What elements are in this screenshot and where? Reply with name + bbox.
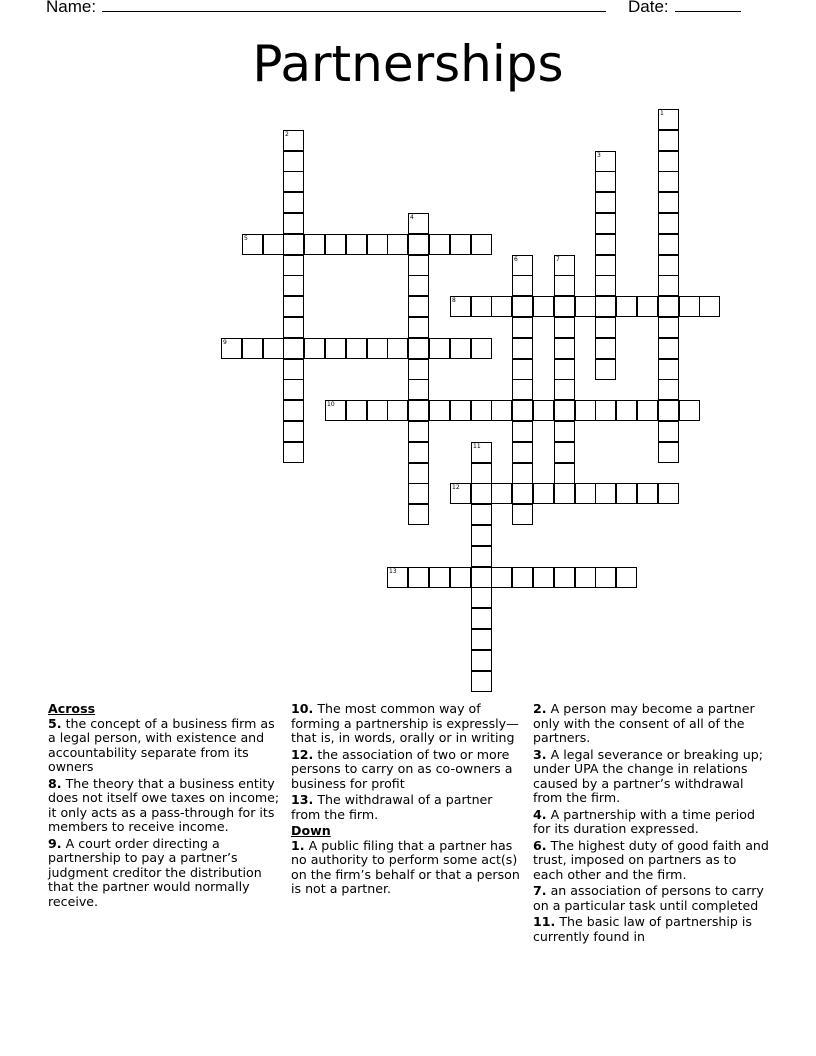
- grid-cell[interactable]: [242, 338, 263, 359]
- clue-down-11: [533, 915, 769, 944]
- grid-cell[interactable]: [283, 359, 304, 380]
- clue-across-5: [48, 717, 280, 775]
- grid-cell[interactable]: [263, 234, 284, 255]
- clue-down-4: [533, 808, 769, 837]
- clue-number-label: 3: [597, 152, 601, 159]
- grid-cell[interactable]: [346, 400, 367, 421]
- grid-cell[interactable]: [554, 400, 575, 421]
- grid-cell[interactable]: [512, 483, 533, 504]
- grid-cell[interactable]: [367, 400, 388, 421]
- clue-across-10: [291, 702, 523, 746]
- grid-cell[interactable]: [325, 234, 346, 255]
- grid-cell[interactable]: [283, 234, 304, 255]
- grid-cell[interactable]: [471, 463, 492, 484]
- name-label: Name:: [46, 0, 97, 16]
- grid-cell[interactable]: [554, 442, 575, 463]
- grid-cell[interactable]: [283, 338, 304, 359]
- clue-across-12: [291, 748, 523, 792]
- grid-cell[interactable]: [283, 192, 304, 213]
- grid-cell[interactable]: [450, 567, 471, 588]
- clue-number: 3.: [533, 746, 547, 762]
- grid-cell[interactable]: [554, 296, 575, 317]
- grid-cell[interactable]: [533, 400, 554, 421]
- grid-cell[interactable]: [283, 151, 304, 172]
- grid-cell[interactable]: [471, 483, 492, 504]
- grid-cell[interactable]: [471, 608, 492, 629]
- grid-cell[interactable]: [367, 338, 388, 359]
- grid-cell[interactable]: [471, 546, 492, 567]
- grid-cell[interactable]: [512, 338, 533, 359]
- clue-text: The highest duty of good faith and trust, imposed on partners as to each other and the firm.: [533, 837, 769, 882]
- grid-cell[interactable]: [283, 442, 304, 463]
- grid-cell[interactable]: [637, 296, 658, 317]
- grid-cell[interactable]: [471, 234, 492, 255]
- grid-cell[interactable]: [595, 275, 616, 296]
- grid-cell[interactable]: [283, 213, 304, 234]
- grid-cell[interactable]: [595, 400, 616, 421]
- grid-cell[interactable]: [471, 504, 492, 525]
- clue-down-6: [533, 839, 769, 883]
- grid-cell[interactable]: [471, 400, 492, 421]
- clue-down-2: [533, 702, 769, 746]
- clue-number-label: 10: [327, 401, 335, 408]
- grid-cell[interactable]: [471, 587, 492, 608]
- grid-cell[interactable]: [512, 296, 533, 317]
- clue-number: 5.: [48, 715, 62, 731]
- grid-cell[interactable]: [367, 234, 388, 255]
- grid-cell[interactable]: [387, 400, 408, 421]
- grid-cell[interactable]: [554, 359, 575, 380]
- grid-cell[interactable]: [387, 234, 408, 255]
- grid-cell[interactable]: [408, 567, 429, 588]
- grid-cell[interactable]: [283, 296, 304, 317]
- grid-cell[interactable]: [658, 442, 679, 463]
- down-heading: Down: [291, 823, 331, 838]
- clue-number-label: 6: [514, 256, 518, 263]
- clue-number: 11.: [533, 914, 556, 929]
- clue-number-label: 5: [244, 235, 248, 242]
- clue-number-label: 4: [410, 214, 414, 221]
- clue-text: The theory that a business entity does not itself owe taxes on income; it only acts as a pass-through for its members to receive income.: [48, 775, 280, 834]
- clue-number: 6.: [533, 837, 547, 853]
- grid-cell[interactable]: [658, 171, 679, 192]
- grid-cell[interactable]: [429, 234, 450, 255]
- grid-cell[interactable]: [304, 338, 325, 359]
- grid-cell[interactable]: [595, 483, 616, 504]
- clue-text: The withdrawal of a partner from the firm.: [291, 792, 493, 822]
- grid-cell[interactable]: [595, 359, 616, 380]
- clue-text: A legal severance or breaking up; under UPA the change in relations caused by a partner’s withdrawal from the firm.: [533, 746, 763, 805]
- grid-cell[interactable]: [512, 275, 533, 296]
- grid-cell[interactable]: [471, 296, 492, 317]
- clue-down-7: [533, 884, 769, 913]
- grid-cell[interactable]: [533, 296, 554, 317]
- grid-cell[interactable]: [408, 400, 429, 421]
- grid-cell[interactable]: [450, 400, 471, 421]
- grid-cell[interactable]: [512, 379, 533, 400]
- clue-number: 9.: [48, 835, 62, 851]
- grid-cell[interactable]: [408, 234, 429, 255]
- grid-cell[interactable]: [699, 296, 720, 317]
- date-label: Date:: [628, 0, 669, 16]
- clue-number: 1.: [291, 837, 305, 853]
- grid-cell[interactable]: [658, 483, 679, 504]
- grid-cell[interactable]: [658, 400, 679, 421]
- clue-text: the association of two or more persons to carry on as co-owners a business for profit: [291, 746, 513, 791]
- clue-text: The basic law of partnership is currently found in: [533, 914, 752, 944]
- grid-cell[interactable]: [283, 275, 304, 296]
- grid-cell[interactable]: [554, 338, 575, 359]
- clue-down-1: [291, 839, 523, 897]
- grid-cell[interactable]: [283, 379, 304, 400]
- grid-cell[interactable]: [658, 275, 679, 296]
- grid-cell[interactable]: [554, 463, 575, 484]
- grid-cell[interactable]: [512, 504, 533, 525]
- grid-cell[interactable]: [429, 567, 450, 588]
- grid-cell[interactable]: [408, 296, 429, 317]
- clue-number: 10.: [291, 701, 314, 716]
- grid-cell[interactable]: [408, 275, 429, 296]
- clue-number-label: 13: [389, 568, 397, 575]
- grid-cell[interactable]: [512, 567, 533, 588]
- grid-cell[interactable]: [595, 171, 616, 192]
- grid-cell[interactable]: [658, 338, 679, 359]
- grid-cell[interactable]: [658, 317, 679, 338]
- grid-cell[interactable]: [595, 192, 616, 213]
- grid-cell[interactable]: [408, 463, 429, 484]
- grid-cell[interactable]: [346, 234, 367, 255]
- grid-cell[interactable]: [408, 421, 429, 442]
- grid-cell[interactable]: [491, 567, 512, 588]
- grid-cell[interactable]: [408, 255, 429, 276]
- clue-number-label: 12: [452, 484, 460, 491]
- grid-cell[interactable]: [512, 421, 533, 442]
- clue-down-3: [533, 748, 769, 806]
- clue-number: 7.: [533, 883, 547, 898]
- grid-cell[interactable]: [658, 421, 679, 442]
- grid-cell[interactable]: [658, 359, 679, 380]
- grid-cell[interactable]: [512, 400, 533, 421]
- grid-cell[interactable]: [283, 317, 304, 338]
- grid-cell[interactable]: [679, 296, 700, 317]
- grid-cell[interactable]: [595, 213, 616, 234]
- grid-cell[interactable]: [408, 483, 429, 504]
- grid-cell[interactable]: [408, 504, 429, 525]
- grid-cell[interactable]: [491, 400, 512, 421]
- clue-column-3: [533, 702, 769, 946]
- grid-cell[interactable]: [575, 567, 596, 588]
- clue-number-label: 8: [452, 297, 456, 304]
- grid-cell[interactable]: [595, 296, 616, 317]
- grid-cell[interactable]: [616, 296, 637, 317]
- grid-cell[interactable]: [471, 567, 492, 588]
- grid-cell[interactable]: [658, 130, 679, 151]
- grid-cell[interactable]: [512, 442, 533, 463]
- grid-cell[interactable]: [616, 400, 637, 421]
- grid-cell[interactable]: [408, 379, 429, 400]
- grid-cell[interactable]: [471, 629, 492, 650]
- grid-cell[interactable]: [658, 296, 679, 317]
- page-title: Partnerships: [252, 35, 564, 93]
- grid-cell[interactable]: [471, 671, 492, 692]
- clue-number-label: 1: [660, 110, 664, 117]
- grid-cell[interactable]: [533, 567, 554, 588]
- grid-cell[interactable]: [429, 338, 450, 359]
- grid-cell[interactable]: [263, 338, 284, 359]
- grid-cell[interactable]: [658, 379, 679, 400]
- clue-text: A person may become a partner only with the consent of all of the partners.: [533, 701, 755, 745]
- grid-cell[interactable]: [283, 400, 304, 421]
- grid-cell[interactable]: [616, 567, 637, 588]
- clue-across-9: [48, 837, 280, 910]
- clue-number-label: 7: [556, 256, 560, 263]
- clue-column-1: [48, 702, 280, 911]
- grid-cell[interactable]: [387, 338, 408, 359]
- clue-text: A partnership with a time period for its duration expressed.: [533, 806, 755, 836]
- clue-number: 4.: [533, 806, 547, 822]
- grid-cell[interactable]: [575, 296, 596, 317]
- clue-number-label: 11: [473, 443, 481, 450]
- grid-cell[interactable]: [595, 317, 616, 338]
- grid-cell[interactable]: [658, 213, 679, 234]
- grid-cell[interactable]: [637, 400, 658, 421]
- clue-number: 2.: [533, 701, 547, 716]
- clue-number: 13.: [291, 792, 314, 807]
- grid-cell[interactable]: [658, 234, 679, 255]
- grid-cell[interactable]: [408, 359, 429, 380]
- clue-text: The most common way of forming a partnership is expressly—that is, in words, orally or in writing: [291, 701, 519, 745]
- grid-cell[interactable]: [595, 338, 616, 359]
- grid-cell[interactable]: [325, 338, 346, 359]
- grid-cell[interactable]: [512, 463, 533, 484]
- grid-cell[interactable]: [512, 317, 533, 338]
- clue-number: 8.: [48, 775, 62, 791]
- grid-cell[interactable]: [408, 338, 429, 359]
- grid-cell[interactable]: [658, 151, 679, 172]
- clue-across-8: [48, 777, 280, 835]
- grid-cell[interactable]: [450, 234, 471, 255]
- grid-cell[interactable]: [491, 483, 512, 504]
- grid-cell[interactable]: [679, 400, 700, 421]
- clue-number-label: 9: [223, 339, 227, 346]
- grid-cell[interactable]: [595, 234, 616, 255]
- grid-cell[interactable]: [283, 255, 304, 276]
- grid-cell[interactable]: [595, 255, 616, 276]
- clue-across-13: [291, 793, 523, 822]
- grid-cell[interactable]: [554, 567, 575, 588]
- grid-cell[interactable]: [533, 483, 554, 504]
- grid-cell[interactable]: [554, 483, 575, 504]
- clue-text: the concept of a business firm as a legal person, with existence and accountability separate from its owners: [48, 715, 275, 774]
- grid-cell[interactable]: [575, 400, 596, 421]
- grid-cell[interactable]: [429, 400, 450, 421]
- grid-cell[interactable]: [283, 171, 304, 192]
- grid-cell[interactable]: [554, 317, 575, 338]
- clue-number: 12.: [291, 746, 314, 762]
- grid-cell[interactable]: [658, 192, 679, 213]
- grid-cell[interactable]: [346, 338, 367, 359]
- grid-cell[interactable]: [554, 421, 575, 442]
- across-heading: Across: [48, 701, 96, 716]
- grid-cell[interactable]: [408, 317, 429, 338]
- grid-cell[interactable]: [491, 296, 512, 317]
- grid-cell[interactable]: [471, 525, 492, 546]
- clue-text: A public filing that a partner has no authority to perform some act(s) on the firm’s behalf or that a person is not a partner.: [291, 837, 520, 896]
- clue-text: an association of persons to carry on a particular task until completed: [533, 883, 764, 913]
- grid-cell[interactable]: [658, 255, 679, 276]
- grid-cell[interactable]: [450, 338, 471, 359]
- grid-cell[interactable]: [554, 379, 575, 400]
- grid-cell[interactable]: [554, 275, 575, 296]
- grid-cell[interactable]: [471, 338, 492, 359]
- grid-cell[interactable]: [616, 483, 637, 504]
- grid-cell[interactable]: [595, 567, 616, 588]
- clue-text: A court order directing a partnership to pay a partner’s judgment creditor the distribution that the partner would normally receive.: [48, 835, 262, 909]
- grid-cell[interactable]: [283, 421, 304, 442]
- grid-cell[interactable]: [471, 650, 492, 671]
- grid-cell[interactable]: [304, 234, 325, 255]
- grid-cell[interactable]: [408, 442, 429, 463]
- grid-cell[interactable]: [575, 483, 596, 504]
- clue-column-2: [291, 702, 523, 899]
- clue-number-label: 2: [285, 131, 289, 138]
- grid-cell[interactable]: [512, 359, 533, 380]
- grid-cell[interactable]: [637, 483, 658, 504]
